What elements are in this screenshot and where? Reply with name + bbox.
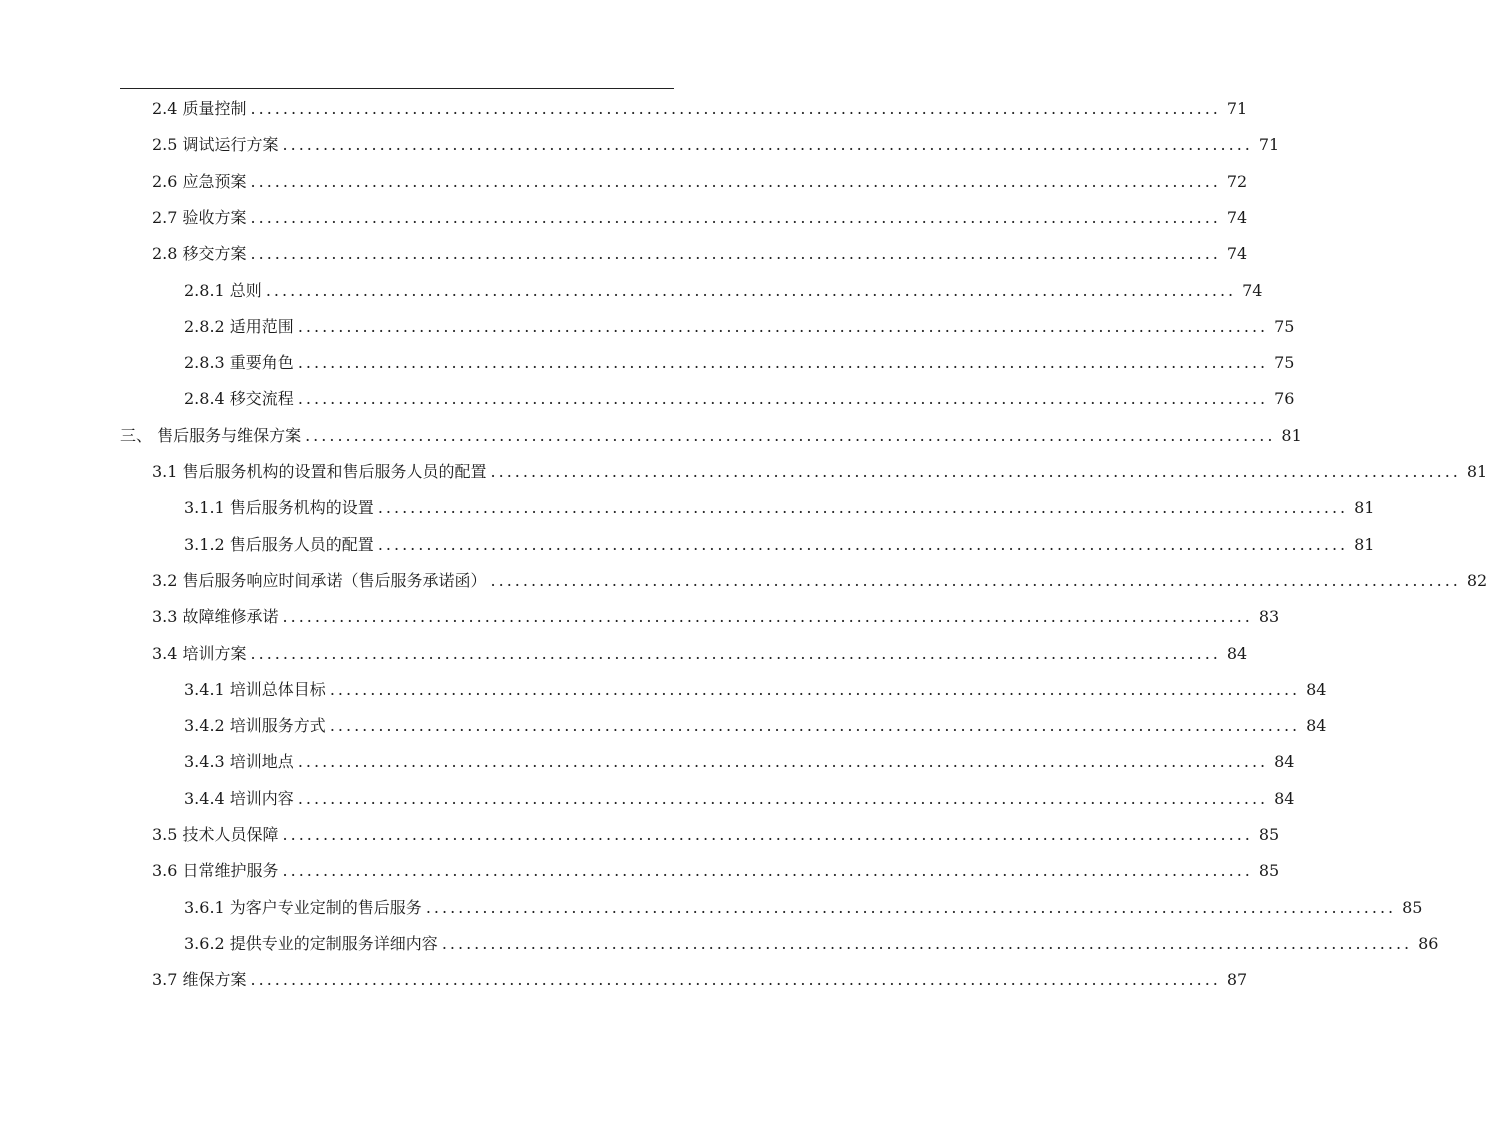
toc-entry-title: 三、 售后服务与维保方案 (120, 425, 302, 445)
toc-dot-leader: ........................................................................................................................ (305, 425, 1276, 445)
toc-page-number: 81 (1354, 498, 1375, 518)
toc-entry[interactable] (0, 309, 1295, 345)
toc-page-number: 84 (1306, 716, 1327, 736)
toc-dot-leader: ........................................................................................................................ (377, 534, 1349, 554)
toc-entry-title: 3.5 技术人员保障 (152, 825, 279, 844)
toc-entry-title: 2.8.2 适用范围 (184, 316, 294, 336)
toc-entry-title: 3.1.1 售后服务机构的设置 (184, 498, 374, 518)
toc-dot-leader: ........................................................................................................................ (425, 897, 1397, 917)
toc-dot-leader: ........................................................................................................................ (265, 280, 1237, 300)
toc-dot-leader: ........................................................................................................................ (490, 462, 1461, 481)
toc-dot-leader: ........................................................................................................................ (297, 752, 1269, 772)
toc-entry[interactable] (0, 890, 1423, 926)
toc-entry-title: 2.6 应急预案 (152, 171, 247, 191)
header-rule (120, 88, 674, 89)
toc-entry[interactable] (0, 636, 1248, 672)
toc-page-number: 84 (1274, 788, 1295, 808)
toc-entry-title: 3.3 故障维修承诺 (152, 607, 279, 627)
toc-dot-leader: ........................................................................................................................ (282, 135, 1253, 155)
toc-page-number: 75 (1274, 353, 1295, 373)
toc-page-number: 84 (1226, 643, 1248, 663)
toc-entry[interactable] (0, 563, 1487, 599)
toc-entry-title: 3.4.3 培训地点 (184, 752, 294, 772)
toc-entry-title: 3.4 培训方案 (152, 643, 247, 663)
toc-entry-title: 3.4.2 培训服务方式 (184, 716, 326, 736)
toc-dot-leader: ........................................................................................................................ (250, 643, 1221, 663)
toc-entry[interactable] (0, 781, 1295, 817)
toc-entry-title: 3.1.2 售后服务人员的配置 (184, 534, 374, 554)
toc-entry[interactable] (0, 599, 1280, 635)
toc-entry-title: 3.6 日常维护服务 (152, 861, 279, 881)
toc-dot-leader: ........................................................................................................................ (490, 570, 1461, 590)
toc-dot-leader: ........................................................................................................................ (250, 970, 1221, 990)
toc-entry[interactable] (0, 962, 1248, 998)
toc-entry-title: 3.4.1 培训总体目标 (184, 679, 326, 699)
toc-page-number: 81 (1466, 462, 1487, 481)
toc-page-number: 75 (1274, 316, 1295, 336)
toc-page-number: 76 (1274, 389, 1295, 409)
toc-dot-leader: ........................................................................................................................ (329, 716, 1301, 736)
toc-dot-leader: ........................................................................................................................ (282, 861, 1253, 881)
toc-page-number: 81 (1354, 534, 1375, 554)
toc-entry[interactable] (0, 672, 1327, 708)
toc-page-number: 83 (1258, 607, 1280, 627)
toc-entry[interactable] (0, 381, 1295, 417)
toc-entry-title: 2.8 移交方案 (152, 244, 247, 264)
toc-entry-title: 2.4 质量控制 (152, 99, 247, 118)
toc-dot-leader: ........................................................................................................................ (329, 679, 1301, 699)
toc-dot-leader: ........................................................................................................................ (297, 788, 1269, 808)
toc-entry[interactable] (0, 527, 1375, 563)
toc-page-number: 84 (1306, 679, 1327, 699)
toc-page-number: 74 (1226, 244, 1248, 264)
toc-entry[interactable] (0, 236, 1248, 272)
toc-entry[interactable] (0, 744, 1295, 780)
toc-dot-leader: ........................................................................................................................ (297, 389, 1269, 409)
toc-page-number: 85 (1258, 825, 1280, 844)
toc-dot-leader: ........................................................................................................................ (250, 207, 1221, 227)
toc-dot-leader: ........................................................................................................................ (297, 353, 1269, 373)
toc-entry[interactable] (0, 926, 1439, 962)
toc-dot-leader: ........................................................................................................................ (250, 171, 1221, 191)
toc-entry-title: 2.5 调试运行方案 (152, 135, 279, 155)
toc-entry-title: 2.7 验收方案 (152, 207, 247, 227)
toc-entry-title: 2.8.1 总则 (184, 280, 262, 300)
toc-entry[interactable] (0, 164, 1248, 200)
toc-page-number: 72 (1226, 171, 1248, 191)
toc-page-number: 85 (1402, 897, 1423, 917)
toc-entry-title: 3.6.1 为客户专业定制的售后服务 (184, 897, 422, 917)
toc-entry-title: 3.7 维保方案 (152, 970, 247, 990)
toc-page-number: 74 (1226, 207, 1248, 227)
toc-entry[interactable] (0, 345, 1295, 381)
toc-entry[interactable] (0, 490, 1375, 526)
toc-dot-leader: ........................................................................................................................ (282, 825, 1253, 844)
toc-dot-leader: ........................................................................................................................ (250, 99, 1221, 118)
toc-page-number: 71 (1258, 135, 1280, 155)
toc-entry[interactable] (0, 273, 1263, 309)
toc-entry[interactable] (0, 91, 1248, 127)
toc-entry[interactable] (0, 817, 1280, 853)
toc-entry-title: 2.8.4 移交流程 (184, 389, 294, 409)
toc-page-number: 86 (1418, 933, 1439, 953)
toc-entry-title: 3.4.4 培训内容 (184, 788, 294, 808)
toc-dot-leader: ........................................................................................................................ (377, 498, 1349, 518)
toc-entry[interactable] (0, 418, 1302, 454)
toc-entry-title: 3.2 售后服务响应时间承诺（售后服务承诺函） (152, 570, 487, 590)
toc-dot-leader: ........................................................................................................................ (250, 244, 1221, 264)
toc-entry[interactable] (0, 454, 1487, 490)
toc-entry-title: 3.6.2 提供专业的定制服务详细内容 (184, 933, 438, 953)
toc-entry[interactable] (0, 127, 1280, 163)
toc-page-number: 85 (1258, 861, 1280, 881)
toc-entry-title: 2.8.3 重要角色 (184, 353, 294, 373)
toc-entry[interactable] (0, 200, 1248, 236)
toc-page-number: 74 (1242, 280, 1263, 300)
toc-entry-title: 3.1 售后服务机构的设置和售后服务人员的配置 (152, 462, 487, 481)
toc-entry[interactable] (0, 853, 1280, 889)
toc-page-number: 87 (1226, 970, 1248, 990)
toc-dot-leader: ........................................................................................................................ (297, 316, 1269, 336)
toc-page-number: 71 (1226, 99, 1248, 118)
toc-page-number: 81 (1281, 425, 1302, 445)
toc-dot-leader: ........................................................................................................................ (441, 933, 1413, 953)
toc-dot-leader: ........................................................................................................................ (282, 607, 1253, 627)
toc-page-number: 84 (1274, 752, 1295, 772)
toc-entry[interactable] (0, 708, 1327, 744)
toc-page-number: 82 (1466, 570, 1487, 590)
